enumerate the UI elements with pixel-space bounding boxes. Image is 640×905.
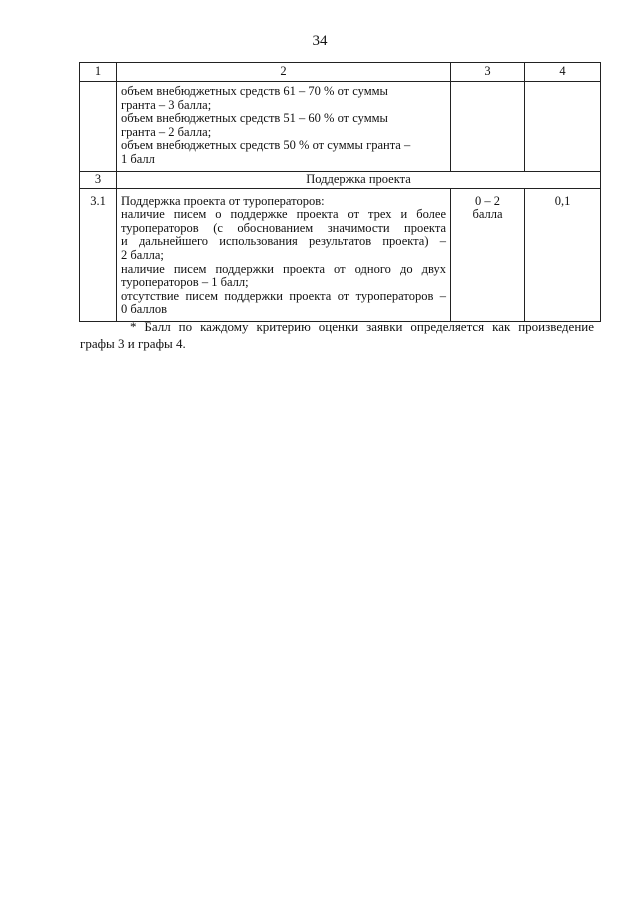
page-number: 34 bbox=[312, 33, 328, 49]
header-col-2: 2 bbox=[117, 63, 451, 82]
item-line: 0 баллов bbox=[121, 302, 168, 317]
header-col-4: 4 bbox=[525, 63, 601, 82]
item-line: Поддержка проекта от туроператоров: bbox=[121, 193, 325, 208]
continuation-line: объем внебюджетных средств 50 % от суммы гранта – bbox=[121, 138, 411, 153]
continuation-line: гранта – 3 балла; bbox=[121, 97, 212, 112]
item-line: и дальнейшего использования результатов проекта) – bbox=[121, 234, 446, 249]
continuation-number-cell bbox=[80, 82, 117, 172]
footnote-line: * Балл по каждому критерию оценки заявки определяется как произведение bbox=[130, 319, 594, 334]
table-row-continuation bbox=[80, 82, 601, 172]
item-text-cell bbox=[117, 188, 451, 321]
continuation-line: объем внебюджетных средств 61 – 70 % от суммы bbox=[121, 84, 388, 98]
continuation-line: 1 балл bbox=[121, 151, 155, 166]
item-line: наличие писем поддержки проекта от одного до двух bbox=[121, 261, 446, 276]
continuation-score-cell bbox=[451, 82, 525, 172]
continuation-line: объем внебюджетных средств 51 – 60 % от суммы bbox=[121, 111, 388, 126]
item-line: туроператоров – 1 балл; bbox=[121, 275, 249, 290]
item-score-cell bbox=[451, 188, 525, 321]
item-line: 2 балла; bbox=[121, 247, 164, 262]
table-row-section bbox=[80, 171, 601, 188]
item-score-range: 0 – 2 bbox=[475, 193, 500, 208]
continuation-weight-cell bbox=[525, 82, 601, 172]
item-number: 3.1 bbox=[80, 188, 117, 321]
continuation-line: гранта – 2 балла; bbox=[121, 124, 212, 139]
section-number: 3 bbox=[80, 171, 117, 188]
table-header-row bbox=[80, 63, 601, 82]
footnote bbox=[80, 318, 594, 352]
section-title: Поддержка проекта bbox=[117, 171, 601, 188]
continuation-text-cell bbox=[117, 82, 451, 172]
header-col-3: 3 bbox=[451, 63, 525, 82]
header-col-1: 1 bbox=[80, 63, 117, 82]
item-score-unit: балла bbox=[472, 207, 503, 222]
item-line: отсутствие писем поддержки проекта от туроператоров – bbox=[121, 288, 446, 303]
criteria-table bbox=[79, 62, 601, 322]
item-weight: 0,1 bbox=[525, 188, 601, 321]
table-row-item bbox=[80, 188, 601, 321]
item-line: туроператоров (с обоснованием значимости проекта bbox=[121, 220, 446, 235]
footnote-line: графы 3 и графы 4. bbox=[80, 336, 186, 351]
item-line: наличие писем о поддержке проекта от трех и более bbox=[121, 207, 446, 222]
